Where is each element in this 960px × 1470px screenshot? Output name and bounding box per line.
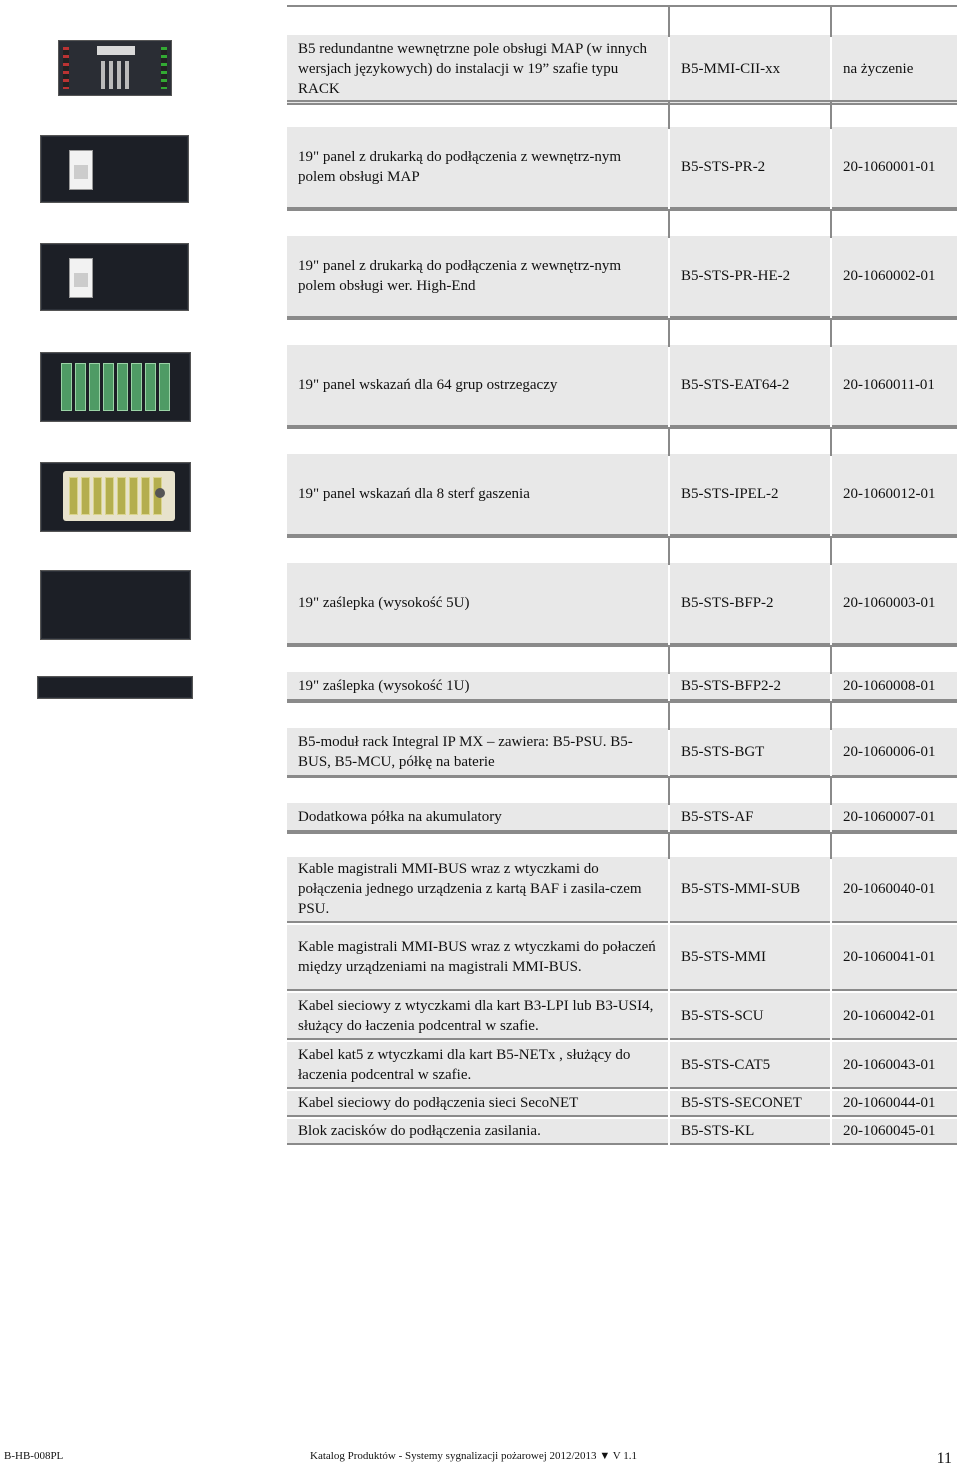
product-number: 20-1060045-01 xyxy=(832,1119,957,1145)
product-code: B5-STS-EAT64-2 xyxy=(670,345,830,427)
product-description: B5-moduł rack Integral IP MX – zawiera: B5-PSU. B5-BUS, B5-MCU, półkę na baterie xyxy=(287,728,668,777)
product-number: 20-1060001-01 xyxy=(832,127,957,209)
mmi-panel-image xyxy=(58,40,172,96)
blank-plate-5u-image xyxy=(40,570,191,640)
product-code: B5-STS-MMI xyxy=(670,925,830,991)
product-number: na życzenie xyxy=(832,35,957,105)
product-number: 20-1060042-01 xyxy=(832,993,957,1040)
product-code: B5-STS-BFP-2 xyxy=(670,563,830,645)
product-number: 20-1060006-01 xyxy=(832,728,957,777)
product-description: 19" panel wskazań dla 8 sterf gaszenia xyxy=(287,454,668,536)
product-number: 20-1060041-01 xyxy=(832,925,957,991)
product-description: 19" panel wskazań dla 64 grup ostrzegaczy xyxy=(287,345,668,427)
product-code: B5-STS-BFP2-2 xyxy=(670,672,830,701)
indicator-panel-image xyxy=(40,352,191,422)
table-row xyxy=(287,857,957,923)
product-description: Kable magistrali MMI-BUS wraz z wtyczkami do połaczeń między urządzeniami na magistrali MMI-BUS. xyxy=(287,925,668,991)
product-description: 19" zaślepka (wysokość 1U) xyxy=(287,672,668,701)
bullet-icon: ▼ xyxy=(599,1450,613,1462)
product-number: 20-1060043-01 xyxy=(832,1042,957,1089)
product-number: 20-1060002-01 xyxy=(832,236,957,318)
product-description: B5 redundantne wewnętrzne pole obsługi MAP (w innych wersjach językowych) do instalacji w 19” szafie typu RACK xyxy=(287,35,668,105)
product-description: 19" zaślepka (wysokość 5U) xyxy=(287,563,668,645)
product-code: B5-STS-SCU xyxy=(670,993,830,1040)
product-number: 20-1060012-01 xyxy=(832,454,957,536)
blank-plate-1u-image xyxy=(37,676,193,699)
product-description: Kable magistrali MMI-BUS wraz z wtyczkami do połączenia jednego urządzenia z kartą BAF i zasila-czem PSU. xyxy=(287,857,668,923)
catalog-name: Katalog Produktów - Systemy sygnalizacji pożarowej 2012/2013 xyxy=(310,1450,597,1462)
product-number: 20-1060007-01 xyxy=(832,803,957,832)
product-description: Dodatkowa półka na akumulatory xyxy=(287,803,668,832)
product-number: 20-1060003-01 xyxy=(832,563,957,645)
product-number: 20-1060040-01 xyxy=(832,857,957,923)
page-number: 11 xyxy=(936,1450,952,1467)
product-code: B5-MMI-CII-xx xyxy=(670,35,830,105)
catalog-title xyxy=(310,1450,637,1462)
product-number: 20-1060008-01 xyxy=(832,672,957,701)
product-code: B5-STS-SECONET xyxy=(670,1091,830,1117)
product-description: Kabel sieciowy z wtyczkami dla kart B3-LPI lub B3-USI4, służący do łaczenia podcentral w szafie. xyxy=(287,993,668,1040)
product-code: B5-STS-PR-2 xyxy=(670,127,830,209)
printer-panel-he-image xyxy=(40,243,189,311)
catalog-version: V 1.1 xyxy=(612,1450,638,1462)
product-description: Kabel sieciowy do podłączenia sieci SecoNET xyxy=(287,1091,668,1117)
product-code: B5-STS-MMI-SUB xyxy=(670,857,830,923)
product-code: B5-STS-PR-HE-2 xyxy=(670,236,830,318)
product-number: 20-1060011-01 xyxy=(832,345,957,427)
product-description: 19" panel z drukarką do podłączenia z wewnętrz-nym polem obsługi wer. High-End xyxy=(287,236,668,318)
product-code: B5-STS-BGT xyxy=(670,728,830,777)
extinguishing-panel-image xyxy=(40,462,191,532)
printer-panel-image xyxy=(40,135,189,203)
cables-table xyxy=(287,857,957,1147)
product-code: B5-STS-CAT5 xyxy=(670,1042,830,1089)
product-description: 19" panel z drukarką do podłączenia z wewnętrz-nym polem obsługi MAP xyxy=(287,127,668,209)
product-description: Kabel kat5 z wtyczkami dla kart B5-NETx , służący do łaczenia podcentral w szafie. xyxy=(287,1042,668,1089)
product-code: B5-STS-KL xyxy=(670,1119,830,1145)
table-row xyxy=(287,1119,957,1145)
table-row xyxy=(287,993,957,1040)
table-row xyxy=(287,1091,957,1117)
product-code: B5-STS-AF xyxy=(670,803,830,832)
table-row xyxy=(287,925,957,991)
product-code: B5-STS-IPEL-2 xyxy=(670,454,830,536)
document-id: B-HB-008PL xyxy=(4,1450,64,1462)
table-row xyxy=(287,1042,957,1089)
product-number: 20-1060044-01 xyxy=(832,1091,957,1117)
product-description: Blok zacisków do podłączenia zasilania. xyxy=(287,1119,668,1145)
